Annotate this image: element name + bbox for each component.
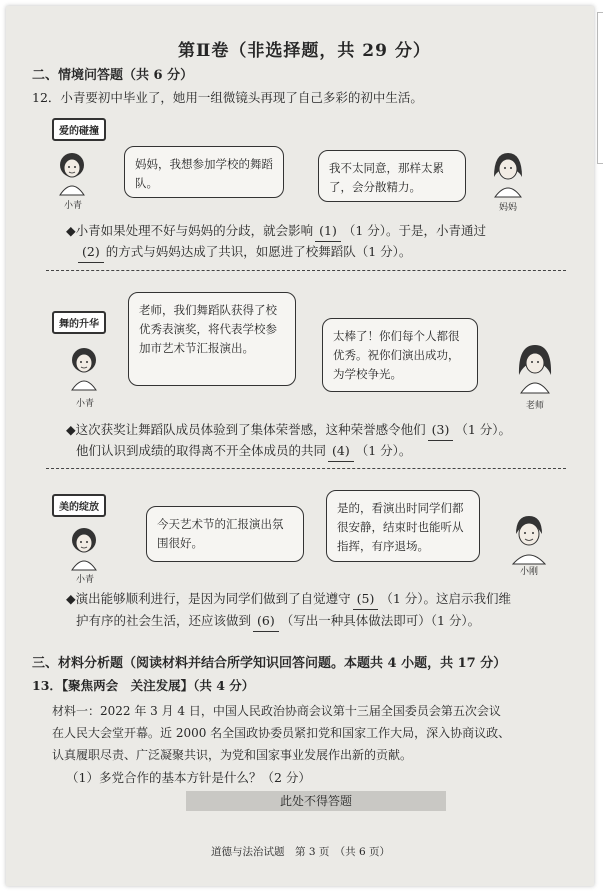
scene1-text-a: ◆小青如果处理不好与妈妈的分歧，就会影响 bbox=[66, 223, 314, 238]
divider-2 bbox=[46, 468, 566, 469]
section-2-heading: 二、情境问答题（共 6 分） bbox=[32, 68, 194, 83]
scene1-bubble-left: 妈妈，我想参加学校的舞蹈队。 bbox=[124, 146, 284, 198]
girl-figure-1 bbox=[54, 151, 90, 197]
page-footer: 道德与法治试题 第 3 页 （共 6 页） bbox=[211, 846, 390, 858]
scene1-caption-right: 妈妈 bbox=[499, 203, 518, 213]
blank-6: (6) bbox=[253, 611, 279, 632]
scene1-question-line2 bbox=[76, 242, 411, 263]
scene3-text-d: （写出一种具体做法即可）（1 分）。 bbox=[280, 613, 481, 628]
scene3-badge: 美的绽放 bbox=[52, 494, 106, 517]
scene2-question-line1 bbox=[66, 420, 511, 441]
scene1-caption-left: 小青 bbox=[64, 201, 83, 211]
q13-title: 13．【聚焦两会 关注发展】（共 4 分） bbox=[32, 678, 255, 693]
scene3-caption-left: 小青 bbox=[76, 575, 95, 585]
q13-material1-line2: 在人民大会堂开幕。近 2000 名全国政协委员紧扣党和国家工作大局，深入协商议政、 bbox=[52, 726, 511, 740]
scene2-text-c: 他们认识到成绩的取得离不开全体成员的共同 bbox=[76, 443, 327, 458]
teacher-figure bbox=[514, 341, 556, 395]
scene2-text-a: ◆这次获奖让舞蹈队成员体验到了集体荣誉感，这种荣誉感令他们 bbox=[66, 422, 426, 437]
scene2-bubble-right: 太棒了！你们每个人都很优秀。祝你们演出成功，为学校争光。 bbox=[322, 318, 478, 392]
girl-figure-2 bbox=[66, 346, 102, 392]
scene2-bubble-left: 老师，我们舞蹈队获得了校优秀表演奖，将代表学校参加市艺术节汇报演出。 bbox=[128, 292, 296, 386]
scene3-text-c: 护有序的社会生活，还应该做到 bbox=[76, 613, 252, 628]
next-page-edge bbox=[597, 12, 603, 164]
scene2-badge: 舞的升华 bbox=[52, 311, 106, 334]
scene1-question-line1 bbox=[66, 221, 486, 242]
scene3-caption-right: 小刚 bbox=[520, 567, 539, 577]
blank-1: (1) bbox=[315, 221, 341, 242]
scene3-bubble-left: 今天艺术节的汇报演出氛围很好。 bbox=[146, 506, 304, 562]
exam-page bbox=[6, 6, 594, 886]
scene2-text-b: （1 分）。 bbox=[455, 422, 512, 437]
blank-3: (3) bbox=[428, 420, 454, 441]
blank-2: (2) bbox=[78, 242, 104, 263]
boy-figure bbox=[508, 512, 550, 566]
scene3-bubble-right: 是的，看演出时同学们都很安静，结束时也能听从指挥，有序退场。 bbox=[326, 490, 480, 562]
q12-stem: 12．小青要初中毕业了，她用一组微镜头再现了自己多彩的初中生活。 bbox=[32, 90, 423, 105]
scene2-text-d: （1 分）。 bbox=[355, 443, 412, 458]
no-answer-zone: 此处不得答题 bbox=[186, 791, 446, 811]
blank-4: (4) bbox=[328, 441, 354, 462]
q13-material1-line3: 认真履职尽责、广泛凝聚共识，为党和国家事业发展作出新的贡献。 bbox=[52, 748, 413, 762]
scene2-question-line2 bbox=[76, 441, 411, 462]
divider-1 bbox=[46, 270, 566, 271]
scene1-bubble-right: 我不太同意，那样太累了，会分散精力。 bbox=[318, 150, 466, 202]
scene2-caption-right: 老师 bbox=[526, 401, 545, 411]
scene3-text-a: ◆演出能够顺利进行，是因为同学们做到了自觉遵守 bbox=[66, 591, 351, 606]
section-3-heading: 三、材料分析题（阅读材料并结合所学知识回答问题。本题共 4 小题，共 17 分） bbox=[32, 656, 507, 671]
scene3-text-b: （1 分）。这启示我们维 bbox=[380, 591, 512, 606]
scene1-text-c: 的方式与妈妈达成了共识，如愿进了校舞蹈队（1 分）。 bbox=[105, 244, 412, 259]
q13-subquestion-1: （1）多党合作的基本方针是什么？（2 分） bbox=[66, 770, 311, 785]
scene1-text-b: （1 分）。于是，小青通过 bbox=[342, 223, 487, 238]
page-title: 第Ⅱ卷（非选择题，共 29 分） bbox=[178, 41, 431, 61]
scene3-question-line2 bbox=[76, 611, 480, 632]
scene2-caption-left: 小青 bbox=[76, 399, 95, 409]
mother-figure bbox=[488, 149, 528, 199]
blank-5: (5) bbox=[353, 589, 379, 610]
q13-material1-line1: 材料一：2022 年 3 月 4 日，中国人民政治协商会议第十三届全国委员会第五次会议 bbox=[52, 704, 501, 718]
scene1-badge: 爱的碰撞 bbox=[52, 118, 106, 141]
scene3-question-line1 bbox=[66, 589, 511, 610]
girl-figure-3 bbox=[66, 526, 102, 572]
